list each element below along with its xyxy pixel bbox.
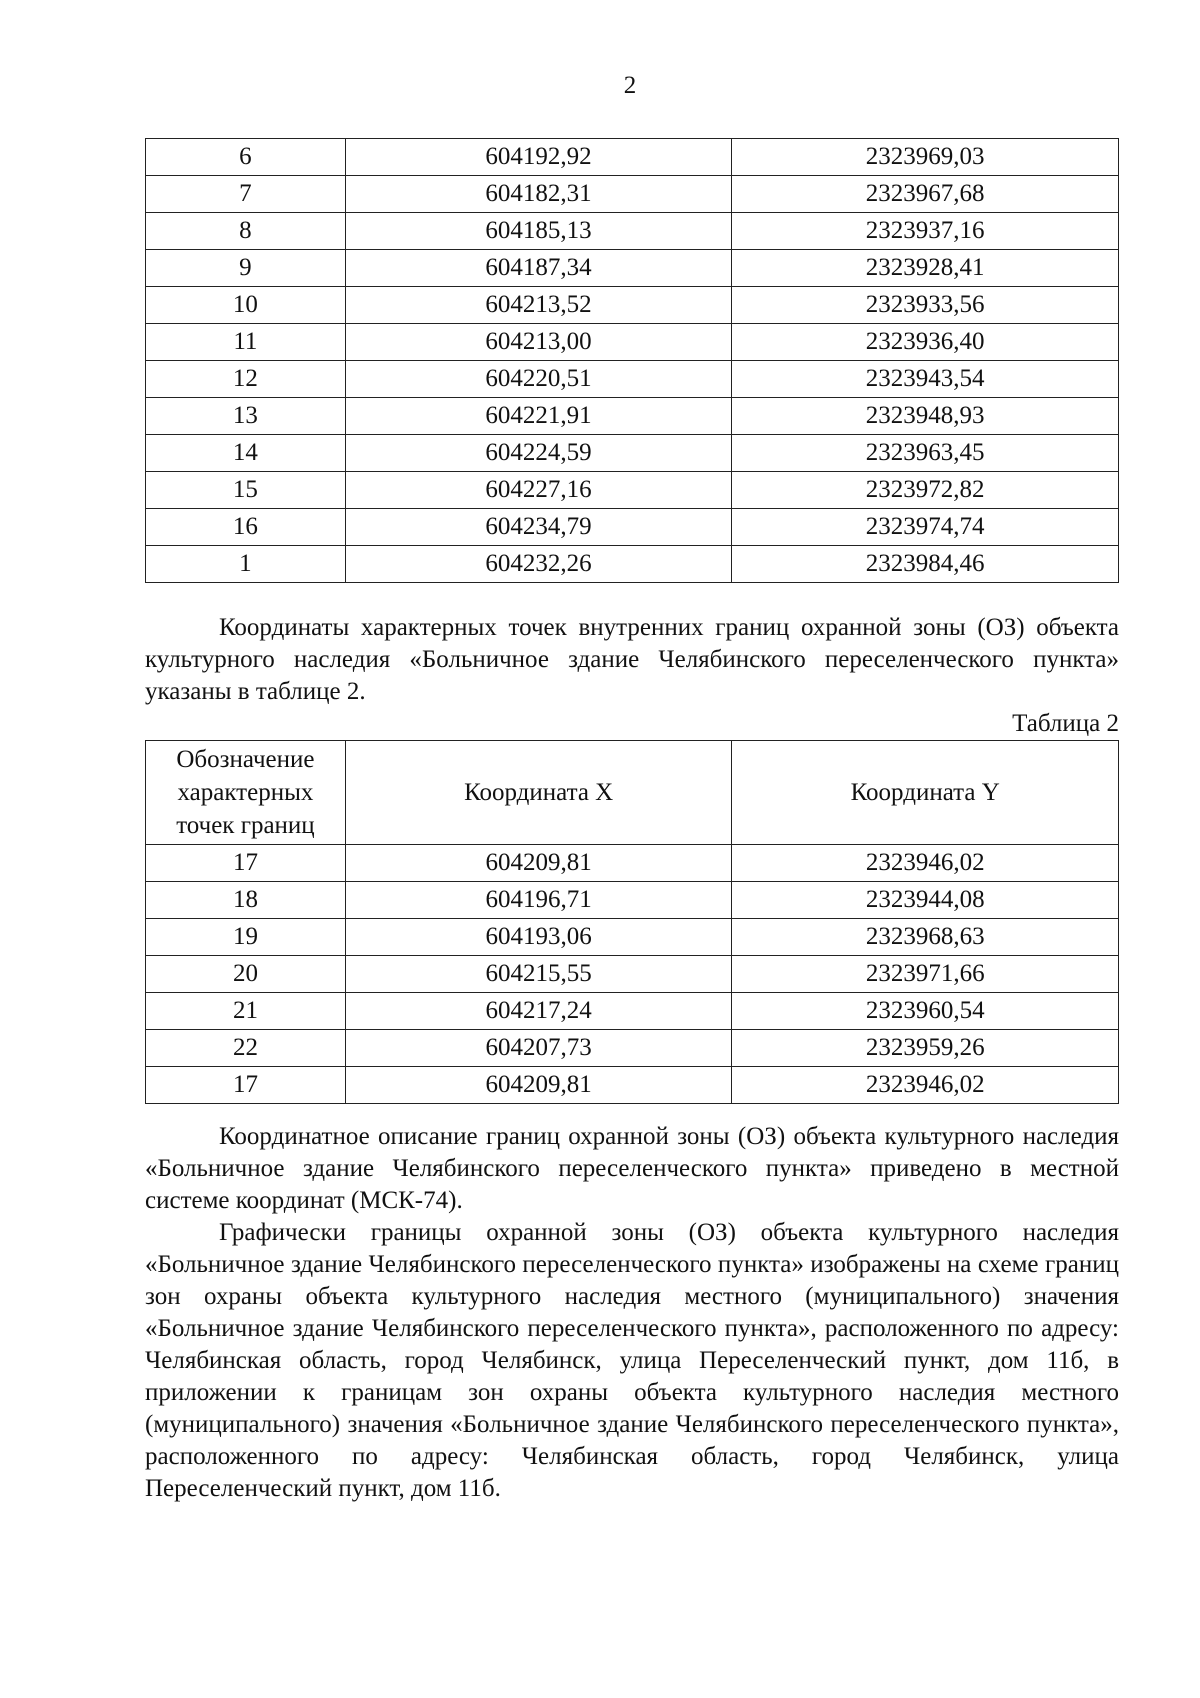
cell-point: 22 xyxy=(146,1030,346,1067)
table-row xyxy=(146,139,1119,176)
page-number: 2 xyxy=(623,72,637,99)
cell-y: 2323936,40 xyxy=(732,324,1119,361)
cell-point: 11 xyxy=(146,324,346,361)
cell-y: 2323943,54 xyxy=(732,361,1119,398)
cell-point: 17 xyxy=(146,845,346,882)
table-row xyxy=(146,324,1119,361)
cell-point: 14 xyxy=(146,435,346,472)
cell-point: 6 xyxy=(146,139,346,176)
cell-x: 604196,71 xyxy=(345,882,732,919)
cell-x: 604220,51 xyxy=(345,361,732,398)
cell-x: 604187,34 xyxy=(345,250,732,287)
cell-point: 9 xyxy=(146,250,346,287)
cell-point: 10 xyxy=(146,287,346,324)
cell-y: 2323948,93 xyxy=(732,398,1119,435)
cell-point: 21 xyxy=(146,993,346,1030)
cell-x: 604213,00 xyxy=(345,324,732,361)
table2-caption: Таблица 2 xyxy=(1012,710,1119,737)
table-row xyxy=(146,956,1119,993)
cell-y: 2323984,46 xyxy=(732,546,1119,583)
cell-point: 7 xyxy=(146,176,346,213)
cell-x: 604221,91 xyxy=(345,398,732,435)
cell-y: 2323937,16 xyxy=(732,213,1119,250)
paragraph-graphic-description: Графически границы охранной зоны (ОЗ) объекта культурного наследия «Больничное здание Челябинского переселенческого пункта» изображены на схеме границ зон охраны объекта культурного наследия местного (муниципального) значения «Больничное здание Челябинского переселенческого пункта», расположенного по адресу: Челябинская область, город Челябинск, улица Переселенческий пункт, дом 11б, в приложении к границам зон охраны объекта культурного наследия местного (муниципального) значения «Больничное здание Челябинского переселенческого пункта», расположенного по адресу: Челябинская область, город Челябинск, улица Переселенческий пункт, дом 11б. xyxy=(145,1219,1119,1502)
cell-y: 2323944,08 xyxy=(732,882,1119,919)
cell-y: 2323963,45 xyxy=(732,435,1119,472)
cell-x: 604227,16 xyxy=(345,472,732,509)
cell-y: 2323969,03 xyxy=(732,139,1119,176)
cell-point: 13 xyxy=(146,398,346,435)
cell-point: 18 xyxy=(146,882,346,919)
cell-x: 604193,06 xyxy=(345,919,732,956)
table-row xyxy=(146,435,1119,472)
cell-y: 2323968,63 xyxy=(732,919,1119,956)
cell-x: 604224,59 xyxy=(345,435,732,472)
table-row xyxy=(146,361,1119,398)
cell-x: 604234,79 xyxy=(345,509,732,546)
cell-x: 604192,92 xyxy=(345,139,732,176)
cell-y: 2323959,26 xyxy=(732,1030,1119,1067)
cell-y: 2323972,82 xyxy=(732,472,1119,509)
table2-body xyxy=(146,845,1119,1104)
cell-y: 2323967,68 xyxy=(732,176,1119,213)
header-coordinate-y: Координата Y xyxy=(732,741,1119,845)
cell-y: 2323928,41 xyxy=(732,250,1119,287)
table-row xyxy=(146,1067,1119,1104)
cell-y: 2323960,54 xyxy=(732,993,1119,1030)
cell-x: 604209,81 xyxy=(345,845,732,882)
cell-point: 12 xyxy=(146,361,346,398)
cell-point: 15 xyxy=(146,472,346,509)
cell-point: 1 xyxy=(146,546,346,583)
coordinates-table-continued xyxy=(145,138,1119,583)
cell-x: 604209,81 xyxy=(345,1067,732,1104)
table-row xyxy=(146,993,1119,1030)
cell-x: 604185,13 xyxy=(345,213,732,250)
table-row xyxy=(146,1030,1119,1067)
cell-point: 17 xyxy=(146,1067,346,1104)
table-row xyxy=(146,546,1119,583)
cell-y: 2323933,56 xyxy=(732,287,1119,324)
cell-x: 604232,26 xyxy=(345,546,732,583)
cell-x: 604213,52 xyxy=(345,287,732,324)
table-header-row xyxy=(146,741,1119,845)
table-row xyxy=(146,250,1119,287)
cell-x: 604215,55 xyxy=(345,956,732,993)
table-row xyxy=(146,919,1119,956)
cell-x: 604207,73 xyxy=(345,1030,732,1067)
cell-point: 8 xyxy=(146,213,346,250)
cell-x: 604182,31 xyxy=(345,176,732,213)
cell-x: 604217,24 xyxy=(345,993,732,1030)
header-point-designation: Обозначение характерных точек границ xyxy=(146,741,346,845)
table1-body xyxy=(146,139,1119,583)
table-row xyxy=(146,882,1119,919)
coordinates-table-2 xyxy=(145,740,1119,1104)
paragraph-intro-table2: Координаты характерных точек внутренних границ охранной зоны (ОЗ) объекта культурного наследия «Больничное здание Челябинского переселенческого пункта» указаны в таблице 2. xyxy=(145,614,1119,705)
table-row xyxy=(146,213,1119,250)
paragraph-coordinate-system: Координатное описание границ охранной зоны (ОЗ) объекта культурного наследия «Больничное здание Челябинского переселенческого пункта» приведено в местной системе координат (МСК-74). xyxy=(145,1123,1119,1214)
cell-y: 2323974,74 xyxy=(732,509,1119,546)
table-row xyxy=(146,176,1119,213)
table-row xyxy=(146,509,1119,546)
cell-point: 19 xyxy=(146,919,346,956)
cell-y: 2323946,02 xyxy=(732,845,1119,882)
cell-y: 2323971,66 xyxy=(732,956,1119,993)
cell-point: 16 xyxy=(146,509,346,546)
table-row xyxy=(146,845,1119,882)
cell-y: 2323946,02 xyxy=(732,1067,1119,1104)
header-coordinate-x: Координата X xyxy=(345,741,732,845)
table-row xyxy=(146,287,1119,324)
table-row xyxy=(146,398,1119,435)
cell-point: 20 xyxy=(146,956,346,993)
table-row xyxy=(146,472,1119,509)
